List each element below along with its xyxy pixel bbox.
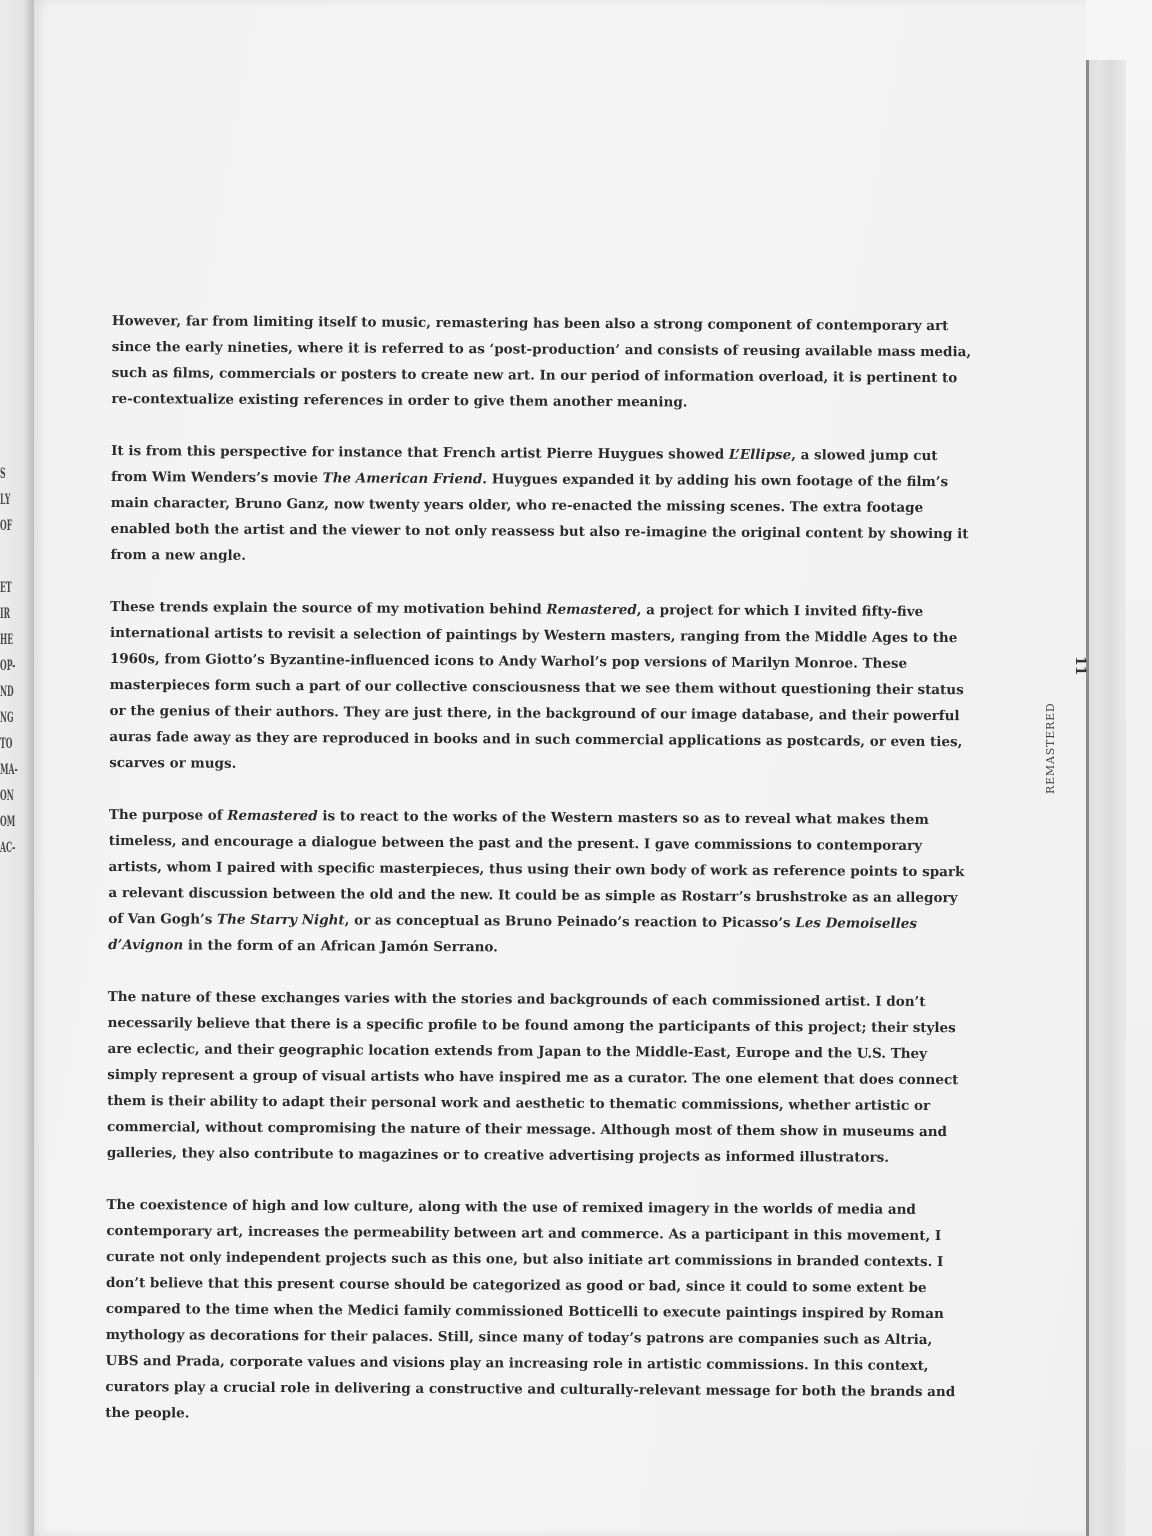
text-run: is to react to the works of the Western masters so as to reveal what makes them timeless, and encourage a dialogue between the past and the present. I gave commissions to contemporary artists, whom I paired with specific masterpieces, thus using their own body of work as reference points to spark a relevant discussion between the old and the new. It could be as simple as Rostarr’s brushstroke as an allegory of Van Gogh’s — [108, 808, 965, 928]
section-title: REMASTERED — [1044, 702, 1057, 794]
text-run: , a slowed jump cut from Wim Wenders’s movie — [110, 447, 938, 487]
left-page-fragments — [0, 466, 34, 866]
left-fragment: ND — [0, 684, 14, 700]
text-run: , a project for which I invited fifty-five international artists to revisit a selection of paintings by Western masters, ranging from the Middle Ages to the 1960s, from Giotto’s Byzantine-influenced icons to Andy Warhol’s pop versions of Marilyn Monroe. These masterpieces form such a part of our collective consciousness that we see them without questioning their status or the genius of their authors. They are just there, in the background of our image database, and their powerful auras fade away as they are reproduced in books and in such commercial applications as postcards, or even ties, scarves or mugs. — [109, 602, 964, 772]
paragraph — [111, 308, 972, 417]
body-text — [105, 308, 972, 1457]
left-page-edge — [0, 0, 34, 1536]
italic-title: The Starry Night — [217, 911, 345, 929]
text-run: However, far from limiting itself to music, remastering has been also a strong component of contemporary art since the early nineties, where it is referred to as ‘post-production’ and consists of reusing available mass media, such as films, commercials or posters to create new art. In our period of information overload, it is pertinent to re-contextualize existing references in order to give them another meaning. — [111, 312, 972, 411]
left-fragment: OM — [0, 814, 16, 830]
paragraph — [110, 438, 971, 573]
running-head — [1044, 654, 1088, 794]
left-fragment: NG — [0, 710, 14, 726]
text-run: It is from this perspective for instance that French artist Pierre Huygues showed — [111, 442, 730, 463]
left-fragment: TO — [0, 736, 13, 752]
left-fragment: ET — [0, 580, 12, 596]
left-fragment: OP- — [0, 658, 16, 674]
italic-title: The American Friend — [322, 470, 483, 488]
paragraph — [108, 802, 969, 963]
text-run: The nature of these exchanges varies with the stories and backgrounds of each commissioned artist. I don’t necessarily believe that there is a specific profile to be found among the participants of this project; their styles are eclectic, and their geographic location extends from Japan to the Middle-East, Europe and the U.S. They simply represent a group of visual artists who have inspired me as a curator. The one element that does connect them is their ability to adapt their personal work and aesthetic to thematic commissions, whether artistic or commercial, without compromising the nature of their message. Although most of them show in museums and galleries, they also contribute to magazines or to creative advertising projects as informed illustrators. — [106, 988, 959, 1166]
italic-title: Remastered — [546, 601, 637, 619]
left-fragment: LY — [0, 492, 11, 508]
page-number: 11 — [1072, 656, 1088, 676]
text-run: , or as conceptual as Bruno Peinado’s reaction to Picasso’s — [344, 912, 796, 932]
right-page — [34, 0, 1086, 1536]
text-run: . Huygues expanded it by adding his own footage of the film’s main character, Bruno Ganz, now twenty years older, who re-enacted the missing scenes. The extra footage enabled both the artist and the viewer to not only reassess but also re-imagine the original content by showing it from a new angle. — [110, 471, 969, 564]
text-run: The purpose of — [108, 806, 228, 824]
left-fragment: ON — [0, 788, 14, 804]
left-fragment: IR — [0, 606, 11, 622]
page-stack-edge — [1086, 60, 1126, 1536]
left-fragment: HE — [0, 632, 14, 648]
page-stack-shadow — [1086, 60, 1089, 1536]
text-run: These trends explain the source of my motivation behind — [110, 598, 547, 618]
italic-title: Les Demoiselles d’Avignon — [108, 915, 918, 954]
paragraph — [105, 1192, 966, 1431]
left-fragment: MA- — [0, 762, 18, 778]
italic-title: Remastered — [227, 807, 318, 825]
text-run: in the form of an African Jamón Serrano. — [183, 937, 498, 956]
italic-title: L’Ellipse — [728, 446, 792, 464]
left-fragment: AC- — [0, 840, 16, 856]
left-fragment: OF — [0, 518, 13, 534]
paragraph — [107, 984, 968, 1171]
paragraph — [109, 594, 970, 781]
text-run: The coexistence of high and low culture, along with the use of remixed imagery in the worlds of media and contemporary art, increases the permeability between art and commerce. As a participant in this movement, I curate not only independent projects such as this one, but also initiate art commissions in branded contexts. I don’t believe that this present course should be categorized as good or bad, since it could to some extent be compared to the time when the Medici family commissioned Botticelli to execute paintings inspired by Roman mythology as decorations for their palaces. Still, since many of today’s patrons are companies such as Altria, UBS and Prada, corporate values and visions play an increasing role in artistic commissions. In this context, curators play a crucial role in delivering a constructive and culturally-relevant message for both the brands and the people. — [105, 1196, 956, 1422]
left-fragment: S — [0, 466, 6, 482]
